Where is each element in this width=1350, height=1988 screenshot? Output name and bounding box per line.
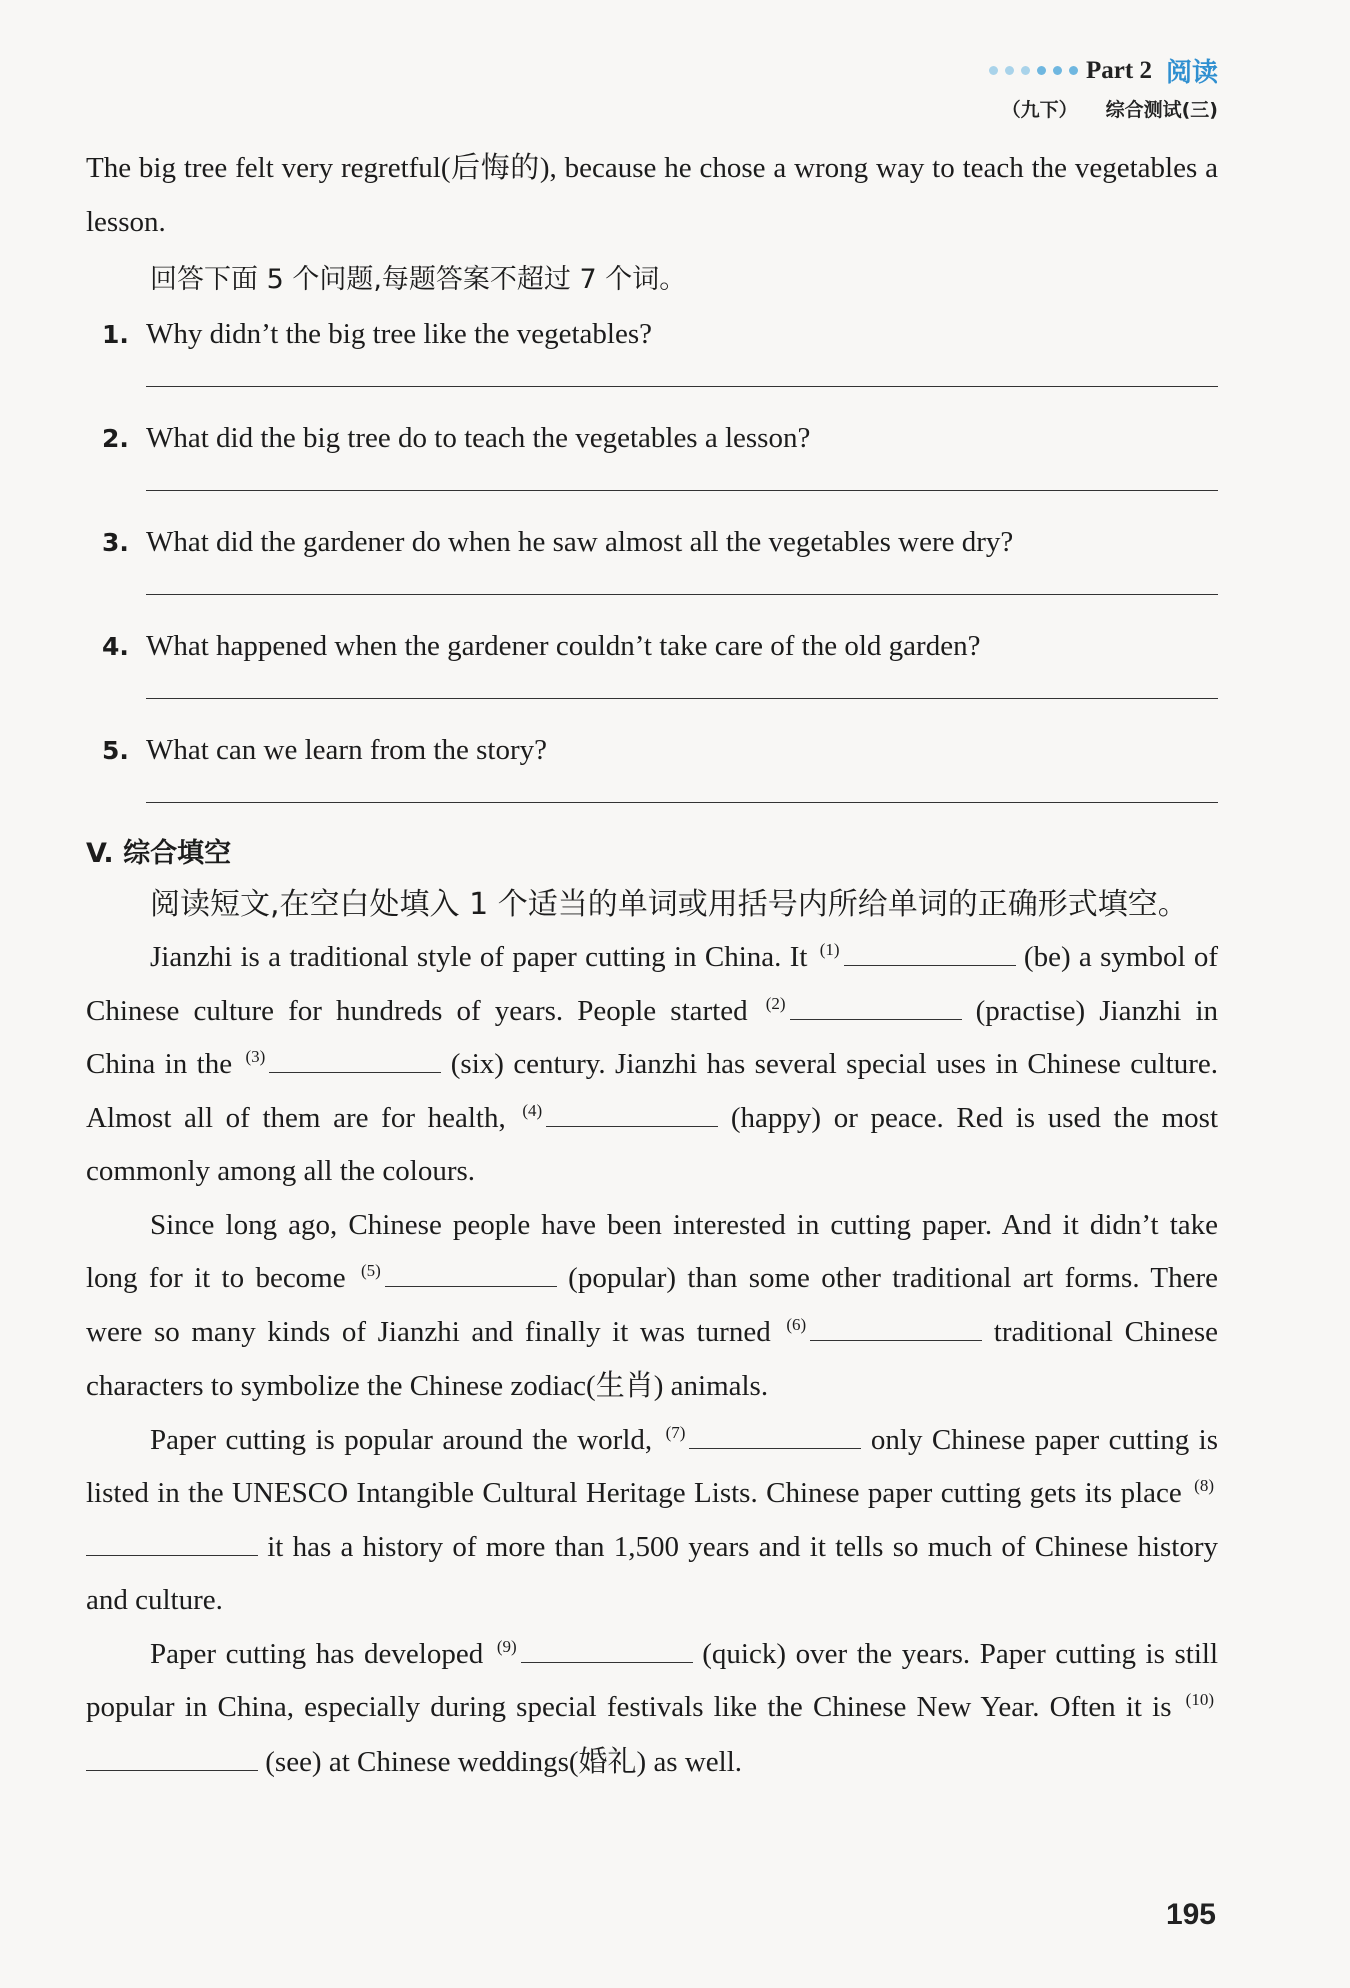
fill-blank[interactable] bbox=[385, 1262, 557, 1287]
question-instruction: 回答下面 5 个问题,每题答案不超过 7 个词。 bbox=[150, 264, 687, 295]
question-item bbox=[86, 411, 1218, 491]
blank-number: (10) bbox=[1185, 1690, 1214, 1710]
answer-line[interactable] bbox=[146, 386, 1218, 387]
question-number: 5. bbox=[102, 736, 129, 765]
test-label: 综合测试(三) bbox=[1105, 99, 1218, 121]
blank-number: (1) bbox=[819, 940, 840, 960]
question-item bbox=[86, 619, 1218, 699]
answer-line[interactable] bbox=[146, 698, 1218, 699]
question-number: 3. bbox=[102, 528, 129, 557]
blank-number: (5) bbox=[360, 1261, 381, 1281]
grade-label: （九下） bbox=[1001, 99, 1078, 121]
passage-paragraph: Since long ago, Chinese people have been interested in cutting paper. And it didn’t take long for it to become $^{(5)}$ (popular) than some other traditional art forms. There were so many kinds of Jianzhi and finally it was turned $^{(6)}$ traditional Chinese characters to symbolize the Chinese zodiac(生肖) animals. bbox=[86, 1208, 1219, 1402]
fill-blank[interactable] bbox=[521, 1638, 693, 1663]
question-item bbox=[86, 307, 1218, 387]
part-label: Part 2 bbox=[1086, 56, 1152, 84]
answer-line[interactable] bbox=[146, 802, 1218, 803]
fill-blank[interactable] bbox=[269, 1048, 441, 1073]
passage-paragraph: Paper cutting is popular around the world, $^{(7)}$ only Chinese paper cutting is listed in the UNESCO Intangible Cultural Heritage Lists. Chinese paper cutting gets its place $^{(8)}$ it has a history of more than 1,500 years and it tells so much of Chinese history and culture. bbox=[86, 1422, 1219, 1616]
fill-blank[interactable] bbox=[689, 1424, 861, 1449]
blank-number: (2) bbox=[765, 993, 786, 1013]
question-item bbox=[86, 515, 1218, 595]
fill-blank[interactable] bbox=[86, 1531, 258, 1556]
fill-blank[interactable] bbox=[810, 1316, 982, 1341]
blank-number: (9) bbox=[496, 1636, 517, 1656]
section-label: 阅读 bbox=[1165, 58, 1218, 88]
cloze-passage bbox=[86, 931, 1218, 1789]
page-header bbox=[989, 52, 1218, 122]
question-text: What did the gardener do when he saw almost all the vegetables were dry? bbox=[146, 526, 1014, 558]
question-text: What did the big tree do to teach the vegetables a lesson? bbox=[146, 422, 811, 454]
fill-blank[interactable] bbox=[844, 941, 1016, 966]
question-number: 1. bbox=[102, 320, 129, 349]
passage-paragraph: Paper cutting has developed $^{(9)}$ (quick) over the years. Paper cutting is still popular in China, especially during special festivals like the Chinese New Year. Often it is $^{(10)}$ (see) at Chinese weddings(婚礼) as well. bbox=[86, 1636, 1219, 1778]
question-list bbox=[86, 307, 1218, 803]
question-number: 4. bbox=[102, 632, 129, 661]
passage-paragraph: Jianzhi is a traditional style of paper cutting in China. It $^{(1)}$ (be) a symbol of Chinese culture for hundreds of years. People started $^{(2)}$ (practise) Jianzhi in China in the $^{(3)}$ (six) century. Jianzhi has several special uses in Chinese culture. Almost all of them are for health, $^{(4)}$ (happy) or peace. Red is used the most commonly among all the colours. bbox=[86, 940, 1219, 1187]
section-instruction: 阅读短文,在空白处填入 1 个适当的单词或用括号内所给单词的正确形式填空。 bbox=[150, 887, 1188, 922]
page-number: 195 bbox=[1165, 1898, 1216, 1931]
question-item bbox=[86, 723, 1218, 803]
fill-blank[interactable] bbox=[546, 1102, 718, 1127]
answer-line[interactable] bbox=[146, 490, 1218, 491]
blank-number: (3) bbox=[245, 1047, 266, 1067]
fill-blank[interactable] bbox=[790, 995, 962, 1020]
answer-line[interactable] bbox=[146, 594, 1218, 595]
blank-number: (4) bbox=[522, 1100, 543, 1120]
question-text: What happened when the gardener couldn’t take care of the old garden? bbox=[146, 630, 981, 662]
decorative-dots-icon bbox=[989, 66, 1078, 75]
blank-number: (8) bbox=[1194, 1476, 1214, 1496]
blank-number: (6) bbox=[786, 1314, 807, 1334]
question-number: 2. bbox=[102, 424, 129, 453]
section-title: V. 综合填空 bbox=[86, 838, 232, 869]
fill-blank[interactable] bbox=[86, 1746, 258, 1771]
question-text: Why didn’t the big tree like the vegetables? bbox=[146, 318, 652, 350]
page-content bbox=[86, 140, 1218, 1789]
blank-number: (7) bbox=[665, 1422, 686, 1442]
intro-paragraph: The big tree felt very regretful(后悔的), because he chose a wrong way to teach the vegetables a lesson. bbox=[86, 150, 1218, 238]
question-text: What can we learn from the story? bbox=[146, 734, 547, 766]
